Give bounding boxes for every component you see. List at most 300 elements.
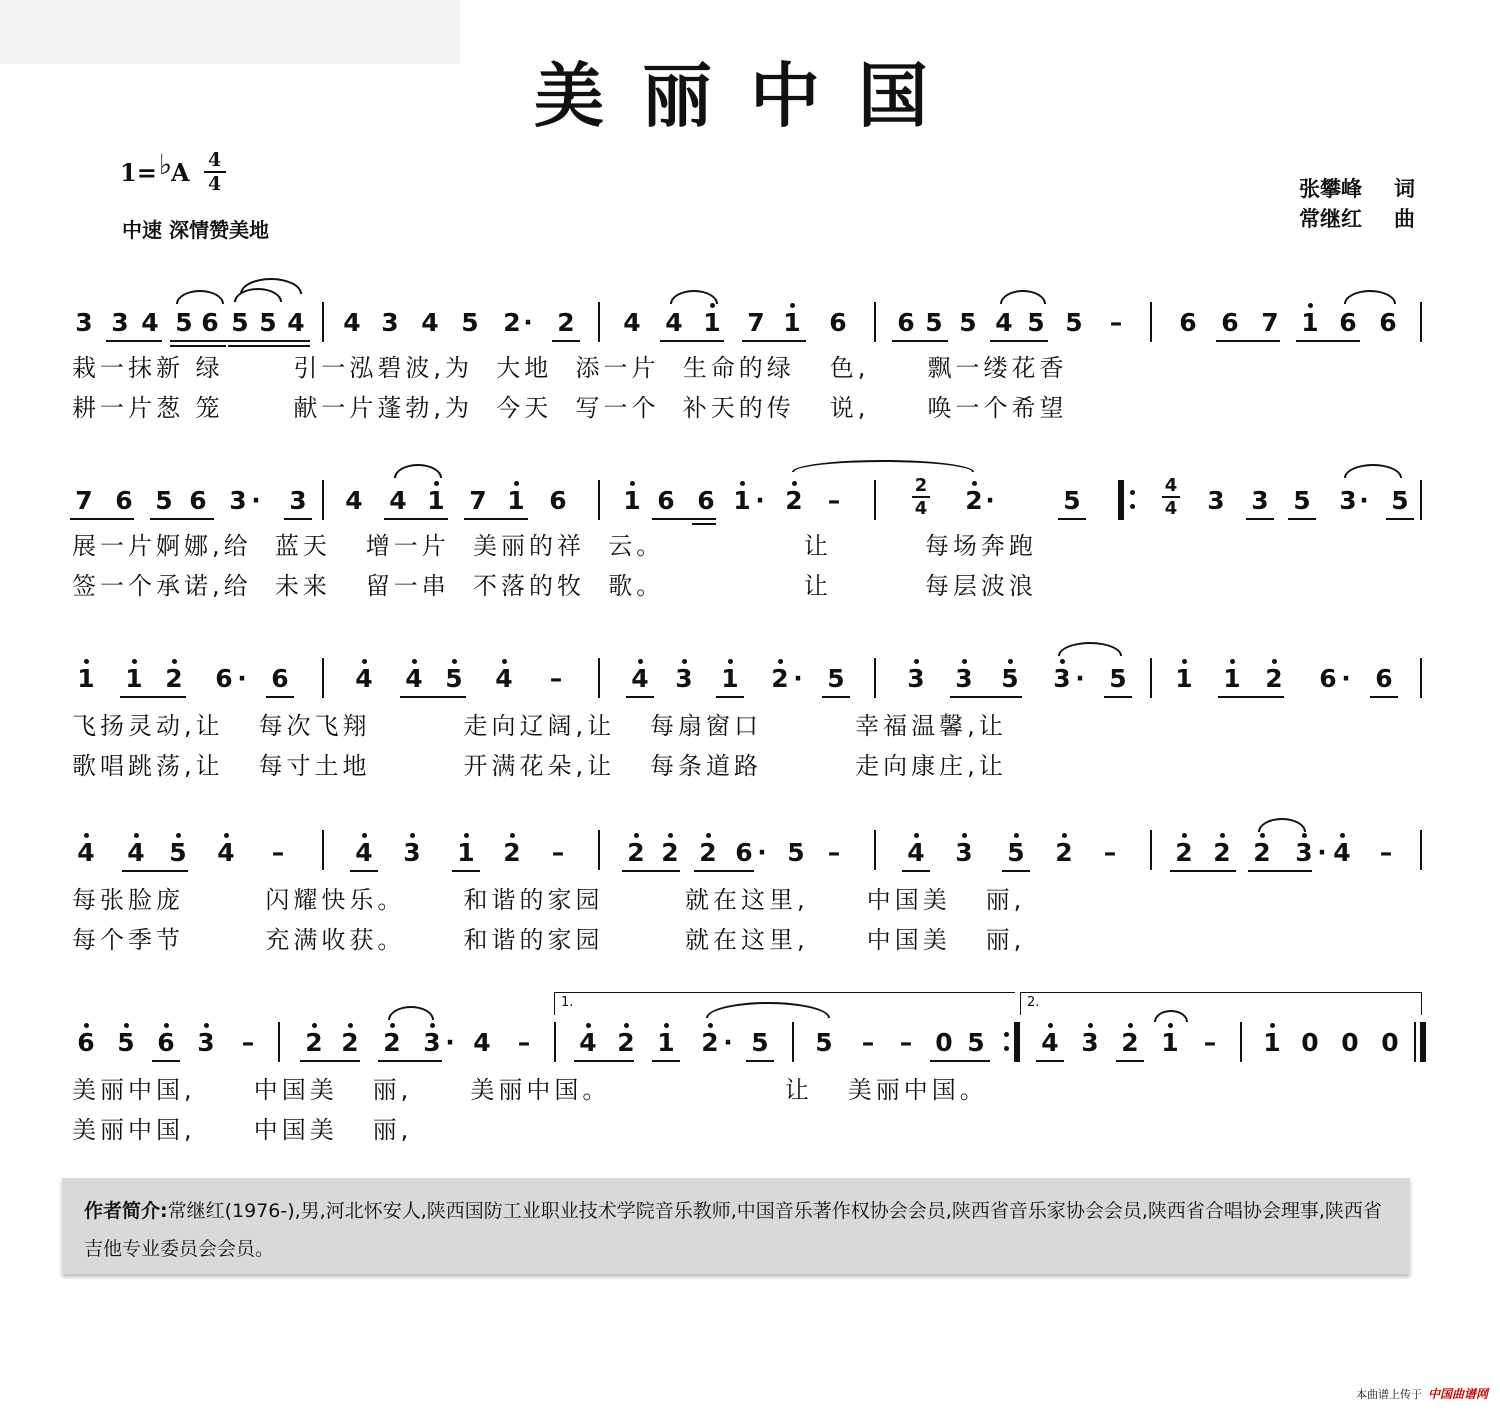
composer-role: 曲 [1394,207,1415,231]
note: 6 [1221,308,1239,337]
note: 6 [1339,308,1357,337]
high-dot [412,659,417,664]
note: 3 [289,486,307,515]
note: 4 [355,838,373,867]
high-dot [1060,659,1065,664]
note: 4 [579,1028,597,1057]
dot: · [523,308,533,337]
note: 5 [1027,308,1045,337]
note: 5 [1001,664,1019,693]
note: 4 [127,838,145,867]
high-dot [792,481,797,486]
underline [622,870,680,872]
note: 4 [77,838,95,867]
note: 6 [549,486,567,515]
note: 4 [217,838,235,867]
lyrics-verse-1: 栽一抹新 绿 引一泓碧波,为 大地 添一片 生命的绿 色, 飘一缕花香 [72,354,1068,382]
note: 2 [785,486,803,515]
lyrics-verse-2: 签一个承诺,给 未来 留一串 不落的牧 歌。 让 每层波浪 [72,572,1037,600]
high-dot [624,1023,629,1028]
repeat-dots [1004,1022,1010,1062]
rest: 0 [1341,1028,1359,1057]
note: 6 [157,1028,175,1057]
dash: – [827,838,841,867]
high-dot [630,481,635,486]
staff-system-1 [0,290,1500,470]
note: 2 [1121,1028,1139,1057]
song-title: 美丽中国 [534,54,966,137]
note: 2 [1253,838,1271,867]
high-dot [1272,659,1277,664]
underline [1116,1060,1144,1062]
lyricist-role: 词 [1394,177,1415,201]
note: 4 [665,308,683,337]
note: 6 [829,308,847,337]
note: 4 [623,308,641,337]
dash: – [517,1028,531,1057]
dot: · [723,1028,733,1057]
note: 4 [495,664,513,693]
note: 1 [125,664,143,693]
note: 3 [907,664,925,693]
note: 2 [701,1028,719,1057]
note: 1 [721,664,739,693]
note: 2 [503,308,521,337]
high-dot [706,833,711,838]
rest: 0 [1381,1028,1399,1057]
lyrics-verse-1: 每张脸庞 闪耀快乐。 和谐的家园 就在这里, 中国美 丽, [72,886,1026,914]
note: 5 [1063,486,1081,515]
underline [228,345,310,347]
note: 4 [995,308,1013,337]
underline [1288,518,1316,520]
note: 4 [287,308,305,337]
note: 3 [675,664,693,693]
barline [792,1022,794,1062]
note: 3 [197,1028,215,1057]
note: 3 [1295,838,1313,867]
note: 1 [783,308,801,337]
barline [278,1022,280,1062]
note: 5 [231,308,249,337]
slur [176,290,224,304]
lyrics-verse-2: 耕一片葱 笼 献一片蓬勃,为 今天 写一个 补天的传 说, 唤一个希望 [72,394,1068,422]
note: 2 [383,1028,401,1057]
dash: – [271,838,285,867]
underline [626,696,654,698]
slur [670,290,718,304]
high-dot [914,833,919,838]
note: 1 [427,486,445,515]
high-dot [348,1023,353,1028]
note: 2 [557,308,575,337]
barline [874,830,876,870]
underline [692,523,716,525]
underline [384,518,448,520]
underline [1248,870,1312,872]
barline [1150,830,1152,870]
note: 2 [503,838,521,867]
note: 4 [343,308,361,337]
note: 1 [657,1028,675,1057]
barline [322,302,324,342]
key-prefix: 1= [120,157,157,187]
underline [1058,518,1086,520]
high-dot [464,833,469,838]
underline [892,340,948,342]
dot: · [237,664,247,693]
underline [70,518,134,520]
note: 1 [77,664,95,693]
underline [150,518,214,520]
note: 4 [345,486,363,515]
high-dot [728,659,733,664]
site-logo[interactable]: 中国曲谱网 [1427,1387,1488,1401]
dash: – [241,1028,255,1057]
underline [660,340,724,342]
high-dot [362,833,367,838]
final-barline-thick [1420,1022,1426,1062]
credits [1299,174,1415,234]
high-dot [84,1023,89,1028]
high-dot [1088,1023,1093,1028]
dash: – [1109,308,1123,337]
dot: · [1359,486,1369,515]
high-dot [1230,659,1235,664]
note: 6 [77,1028,95,1057]
lyrics-verse-1: 美丽中国, 中国美 丽, 美丽中国。 让 美丽中国。 [72,1076,988,1104]
barline [322,830,324,870]
note: 3 [1053,664,1071,693]
slur [1000,290,1046,304]
note: 2 [661,838,679,867]
note: 5 [827,664,845,693]
note: 4 [1333,838,1351,867]
underline [1296,340,1360,342]
underline [266,696,294,698]
high-dot [790,303,795,308]
note: 1 [457,838,475,867]
underline [1386,518,1414,520]
barline [1420,302,1422,342]
note: 5 [1007,838,1025,867]
note: 1 [1263,1028,1281,1057]
note: 3 [229,486,247,515]
high-dot [1302,833,1307,838]
underline [378,1060,442,1062]
note: 5 [1109,664,1127,693]
slur [1344,290,1396,304]
rest: 0 [935,1028,953,1057]
note: 6 [115,486,133,515]
note: 1 [1301,308,1319,337]
note: 6 [1319,664,1337,693]
high-dot [84,833,89,838]
barline [874,480,876,520]
high-dot [1182,659,1187,664]
underline [1002,870,1030,872]
barline [598,658,600,698]
first-ending-bracket: 1. [554,992,1015,1015]
high-dot [1270,1023,1275,1028]
underline [300,1060,360,1062]
underline [652,518,716,520]
note: 6 [657,486,675,515]
flat-icon: ♭ [158,147,173,181]
note: 1 [623,486,641,515]
note: 2 [165,664,183,693]
barline [874,658,876,698]
note: 4 [355,664,373,693]
underline [400,696,466,698]
lyrics-verse-2: 每个季节 充满收获。 和谐的家园 就在这里, 中国美 丽, [72,926,1026,954]
underline [990,340,1048,342]
high-dot [224,833,229,838]
underline [284,518,312,520]
bio-text: 常继红(1976-),男,河北怀安人,陕西国防工业职业技术学院音乐教师,中国音乐著作权协会会员,陕西省音乐家协会会员,陕西省合唱协会理事,陕西省吉他专业委员会会员。 [84,1200,1382,1260]
high-dot [510,833,515,838]
slur [240,278,302,294]
note: 7 [469,486,487,515]
note: 6 [189,486,207,515]
high-dot [1062,833,1067,838]
high-dot [172,659,177,664]
note: 2 [1213,838,1231,867]
staff-system-3 [0,648,1500,828]
dash: – [1103,838,1117,867]
high-dot [972,481,977,486]
note: 5 [175,308,193,337]
dash: – [1379,838,1393,867]
underline [950,696,1022,698]
high-dot [708,1023,713,1028]
high-dot [1182,833,1187,838]
high-dot [362,659,367,664]
note: 7 [747,308,765,337]
underline [822,696,850,698]
note: 3 [111,308,129,337]
note: 6 [1179,308,1197,337]
note: 1 [703,308,721,337]
underline [452,870,480,872]
underline [902,870,930,872]
note: 4 [405,664,423,693]
lyrics-verse-2: 歌唱跳荡,让 每寸土地 开满花朵,让 每条道路 走向康庄,让 [72,752,1007,780]
tempo-marking: 中速 深情赞美地 [122,218,269,242]
dash: – [549,664,563,693]
high-dot [1014,833,1019,838]
high-dot [430,1023,435,1028]
high-dot [164,1023,169,1028]
second-ending-bracket: 2. [1020,992,1422,1015]
high-dot [638,659,643,664]
barline [598,830,600,870]
high-dot [132,659,137,664]
dot: · [985,486,995,515]
dot: · [755,486,765,515]
note: 6 [1375,664,1393,693]
key-note: A [171,157,190,187]
note: 4 [421,308,439,337]
note: 5 [925,308,943,337]
note: 3 [955,664,973,693]
note: 3 [381,308,399,337]
high-dot [452,659,457,664]
underline [1170,870,1236,872]
high-dot [962,833,967,838]
barline [322,658,324,698]
dash: – [861,1028,875,1057]
underline [170,345,226,347]
dot: · [757,838,767,867]
note: 1 [733,486,751,515]
underline [652,1060,680,1062]
note: 4 [141,308,159,337]
lyricist-name: 张攀峰 [1299,177,1362,201]
slur [388,1006,434,1020]
note: 7 [75,486,93,515]
note: 2 [1265,664,1283,693]
dash: – [899,1028,913,1057]
note: 2 [305,1028,323,1057]
dot: · [1075,664,1085,693]
note: 3 [1339,486,1357,515]
note: 5 [461,308,479,337]
high-dot [740,481,745,486]
note: 5 [1293,486,1311,515]
dot: · [445,1028,455,1057]
barline [1420,830,1422,870]
footer-credit [1356,1385,1488,1402]
high-dot [1008,659,1013,664]
note: 1 [507,486,525,515]
underline [122,870,188,872]
time-top: 4 [208,149,222,171]
lyrics-verse-1: 飞扬灵动,让 每次飞翔 走向辽阔,让 每扇窗口 幸福温馨,让 [72,712,1007,740]
barline [554,1022,556,1062]
lyrics-verse-1: 展一片婀娜,给 蓝天 增一片 美丽的祥 云。 让 每场奔跑 [72,532,1037,560]
note: 6 [897,308,915,337]
dot: · [1341,664,1351,693]
high-dot [134,833,139,838]
barline [1420,480,1422,520]
final-barline-thin [1414,1022,1416,1062]
high-dot [312,1023,317,1028]
underline [1246,518,1274,520]
barline [1420,658,1422,698]
underline [350,870,378,872]
barline [322,480,324,520]
key-signature [120,147,226,195]
note: 6 [1379,308,1397,337]
note: 5 [1065,308,1083,337]
underline [170,340,310,342]
underline [120,696,186,698]
high-dot [1128,1023,1133,1028]
underline [464,518,528,520]
note: 2 [771,664,789,693]
underline [106,340,162,342]
underline [152,1060,180,1062]
high-dot [434,481,439,486]
high-dot [1048,1023,1053,1028]
dot: · [793,664,803,693]
note: 4 [1041,1028,1059,1057]
staff-system-4 [0,822,1500,1002]
note: 5 [967,1028,985,1057]
high-dot [664,1023,669,1028]
underline [1370,696,1398,698]
note: 3 [955,838,973,867]
footer-text: 本曲谱上传于 [1355,1387,1422,1401]
note: 4 [473,1028,491,1057]
repeat-barline [1118,480,1124,520]
note: 3 [1081,1028,1099,1057]
note: 4 [389,486,407,515]
bio-label: 作者简介: [84,1200,168,1222]
dash: – [551,838,565,867]
note: 2 [1055,838,1073,867]
note: 6 [271,664,289,693]
rest: 0 [1301,1028,1319,1057]
note: 1 [1223,664,1241,693]
note: 1 [1161,1028,1179,1057]
note: 5 [815,1028,833,1057]
note: 5 [445,664,463,693]
staff-system-2 [0,468,1500,648]
high-dot [176,833,181,838]
time-signature [204,150,226,194]
note: 2 [965,486,983,515]
note: 5 [959,308,977,337]
high-dot [1308,303,1313,308]
composer-name: 常继红 [1299,207,1362,231]
underline [742,340,806,342]
lyrics-verse-2: 美丽中国, 中国美 丽, [72,1116,413,1144]
note: 3 [75,308,93,337]
barline [1150,302,1152,342]
time-bottom: 4 [208,173,222,195]
barline [1240,1022,1242,1062]
high-dot [778,659,783,664]
note: 4 [907,838,925,867]
note: 3 [1251,486,1269,515]
note: 5 [169,838,187,867]
high-dot [586,1023,591,1028]
high-dot [914,659,919,664]
time-signature-change: 4 4 [1162,476,1180,518]
composer-credit [1299,204,1415,234]
note: 5 [117,1028,135,1057]
high-dot [1168,1023,1173,1028]
barline [598,302,600,342]
note: 6 [201,308,219,337]
underline [1036,1060,1064,1062]
note: 3 [1207,486,1225,515]
high-dot [514,481,519,486]
high-dot [502,659,507,664]
note: 6 [215,664,233,693]
underline [1218,696,1284,698]
composer-bio [62,1178,1410,1274]
note: 5 [259,308,277,337]
high-dot [682,659,687,664]
note: 2 [617,1028,635,1057]
note: 3 [423,1028,441,1057]
note: 6 [735,838,753,867]
high-dot [204,1023,209,1028]
staff-system-5 [0,988,1500,1168]
